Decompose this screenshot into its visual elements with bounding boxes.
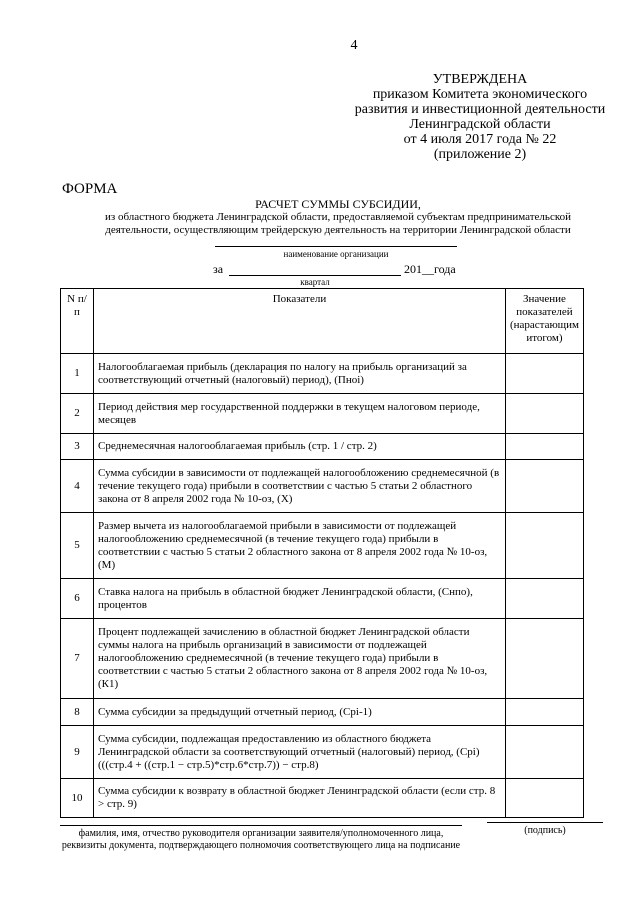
row-indicator: Налогооблагаемая прибыль (декларация по налогу на прибыль организаций за соответствующий отчетный (налоговый) период), (Пнoi) — [94, 354, 506, 394]
table-row — [61, 619, 584, 699]
approval-line: приказом Комитета экономического — [372, 87, 588, 102]
row-num: 4 — [61, 460, 94, 513]
signature-line[interactable] — [487, 822, 603, 823]
period-year: 201__года — [404, 262, 456, 276]
row-num: 8 — [61, 699, 94, 726]
header-indicator: Показатели — [94, 289, 506, 354]
row-num: 10 — [61, 779, 94, 818]
row-value-cell[interactable] — [505, 579, 583, 619]
row-num: 1 — [61, 354, 94, 394]
row-value-cell[interactable] — [505, 619, 583, 699]
table-row — [61, 779, 584, 818]
row-value-cell[interactable] — [505, 513, 583, 579]
row-num: 7 — [61, 619, 94, 699]
table-row — [61, 354, 584, 394]
approval-line: УТВЕРЖДЕНА — [432, 72, 528, 87]
title-line: деятельности, осуществляющим трейдерскую деятельность на территории Ленинградской области — [105, 224, 571, 236]
page-number: 4 — [350, 38, 358, 53]
approval-line: развития и инвестиционной деятельности — [354, 102, 606, 117]
approval-line: от 4 июля 2017 года № 22 — [403, 132, 557, 147]
org-name-label: наименование организации — [283, 249, 389, 259]
form-label: ФОРМА — [62, 181, 118, 197]
row-num: 3 — [61, 434, 94, 460]
approval-line: (приложение 2) — [433, 147, 527, 162]
name-signature-line[interactable] — [60, 825, 462, 826]
row-indicator: Сумма субсидии за предыдущий отчетный период, (Срi-1) — [94, 699, 506, 726]
table-row — [61, 579, 584, 619]
row-indicator: Сумма субсидии к возврату в областной бюджет Ленинградской области (если стр. 8 > стр. 9) — [94, 779, 506, 818]
document-title — [58, 198, 618, 237]
row-value-cell[interactable] — [505, 779, 583, 818]
row-value-cell[interactable] — [505, 394, 583, 434]
table-row — [61, 513, 584, 579]
subsidy-table — [60, 288, 584, 818]
row-num: 6 — [61, 579, 94, 619]
table-header-row — [61, 289, 584, 354]
header-value: Значение показателей (нарастающим итогом) — [505, 289, 583, 354]
row-value-cell[interactable] — [505, 354, 583, 394]
table-row — [61, 460, 584, 513]
table-row — [61, 434, 584, 460]
row-indicator: Процент подлежащей зачислению в областной бюджет Ленинградской области суммы налога на прибыль организаций в зависимости от подлежащей налогообложению среднемесячной (в течение текущего года) прибыли в соответствии с частью 5 статьи 2 областного закона от 8 апреля 2002 года № 10-оз, (К1) — [94, 619, 506, 699]
row-num: 9 — [61, 726, 94, 779]
row-indicator: Сумма субсидии, подлежащая предоставлению из областного бюджета Ленинградской области за соответствующий отчетный (налоговый) период, (Срi) (((стр.4 + ((стр.1 − стр.5)*стр.6*стр.7)) − стр.8) — [94, 726, 506, 779]
row-value-cell[interactable] — [505, 460, 583, 513]
signature-caption: (подпись) — [524, 825, 566, 836]
quarter-label: квартал — [300, 277, 330, 287]
name-signature-caption: фамилия, имя, отчество руководителя организации заявителя/уполномоченного лица, реквизиты документа, подтверждающего полномочия соответствующего лица на подписание — [61, 828, 461, 851]
row-num: 2 — [61, 394, 94, 434]
title-line: РАСЧЕТ СУММЫ СУБСИДИИ, — [255, 197, 421, 211]
row-num: 5 — [61, 513, 94, 579]
row-indicator: Ставка налога на прибыль в областной бюджет Ленинградской области, (Снпо), процентов — [94, 579, 506, 619]
approval-block — [300, 72, 640, 162]
row-value-cell[interactable] — [505, 699, 583, 726]
row-value-cell[interactable] — [505, 434, 583, 460]
approval-line: Ленинградской области — [409, 117, 551, 132]
table-row — [61, 394, 584, 434]
row-indicator: Размер вычета из налогооблагаемой прибыли в зависимости от подлежащей налогообложению среднемесячной (в течение текущего года) прибыли в соответствии с частью 5 статьи 2 областного закона от 8 апреля 2002 года № 10-оз, (М) — [94, 513, 506, 579]
row-indicator: Период действия мер государственной поддержки в текущем налоговом периоде, месяцев — [94, 394, 506, 434]
period-prefix: за — [213, 262, 224, 276]
title-line: из областного бюджета Ленинградской области, предоставляемой субъектам предпринимательской — [105, 211, 571, 223]
row-indicator: Сумма субсидии в зависимости от подлежащей налогообложению среднемесячной (в течение текущего года) прибыли в соответствии с частью 5 статьи 2 областного закона от 8 апреля 2002 года № 10-оз, (Х) — [94, 460, 506, 513]
quarter-line[interactable] — [229, 275, 401, 276]
table-row — [61, 726, 584, 779]
row-indicator: Среднемесячная налогооблагаемая прибыль (стр. 1 / стр. 2) — [94, 434, 506, 460]
header-num: N п/п — [61, 289, 94, 354]
row-value-cell[interactable] — [505, 726, 583, 779]
org-name-line[interactable] — [215, 246, 457, 247]
table-row — [61, 699, 584, 726]
